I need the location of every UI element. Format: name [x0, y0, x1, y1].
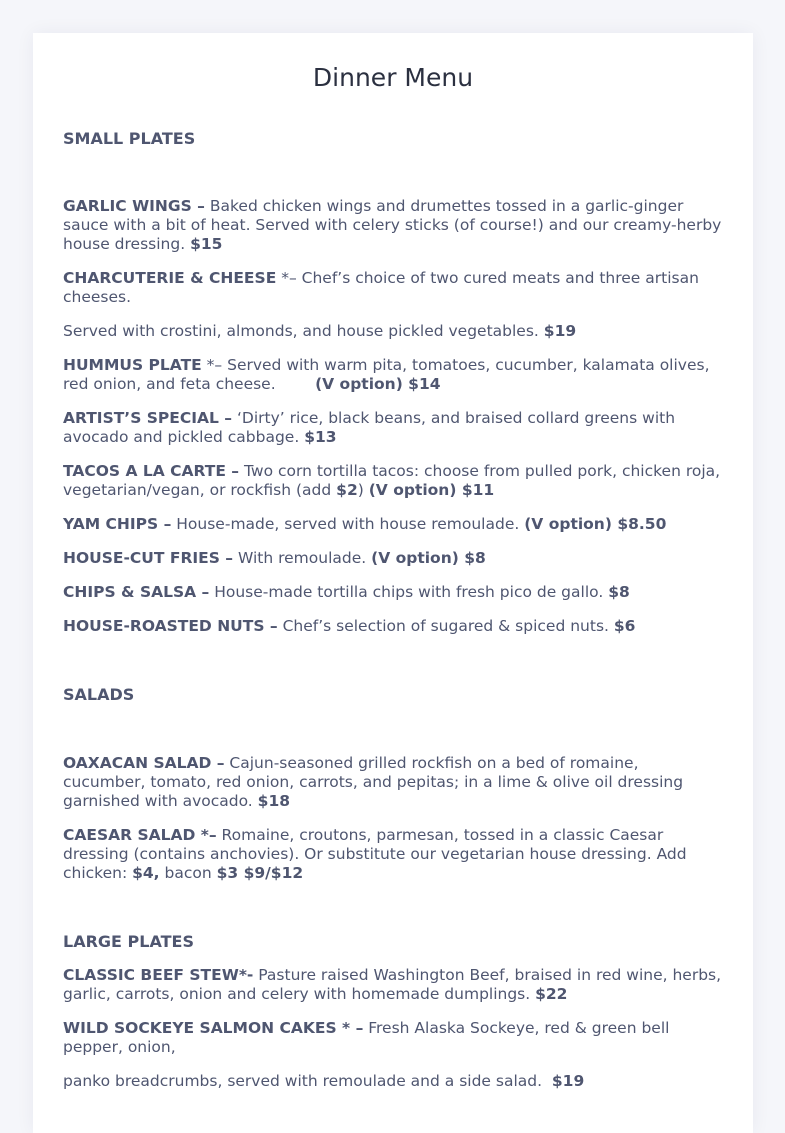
menu-item-garlic-wings: [63, 197, 723, 254]
menu-item-salmon-cakes: [63, 1019, 723, 1057]
item-price: $6: [613, 617, 636, 635]
item-description: ‘Dirty’ rice, black beans, and braised collard greens with avocado and pickled cabbage.: [63, 409, 676, 446]
item-name: CHIPS & SALSA –: [63, 583, 210, 601]
menu-item-artists-special: [63, 409, 723, 447]
menu-item-house-roasted-nuts: [63, 617, 723, 636]
item-price: (V option) $11: [368, 481, 495, 499]
item-description: Baked chicken wings and drumettes tossed in a garlic-ginger sauce with a bit of heat. Served with celery sticks (of course!) and our creamy-herby house dressing.: [63, 197, 722, 253]
item-price: $8: [608, 583, 630, 601]
item-description: Served with crostini, almonds, and house pickled vegetables.: [63, 322, 544, 340]
item-price: $13: [304, 428, 337, 446]
page-title: Dinner Menu: [312, 63, 474, 92]
item-name: YAM CHIPS –: [63, 515, 172, 533]
item-price: (V option) $8.50: [524, 515, 667, 533]
item-price: $18: [257, 792, 291, 810]
item-description: House-made, served with house remoulade.: [171, 515, 525, 533]
item-description: *– Served with warm pita, tomatoes, cucumber, kalamata olives, red onion, and feta cheese.: [63, 356, 715, 393]
section-title-large-plates: LARGE PLATES: [63, 932, 194, 951]
item-description: Two corn tortilla tacos: choose from pulled pork, chicken roja, vegetarian/vegan, or rockfish (add: [63, 462, 721, 499]
item-description: *– Chef’s choice of two cured meats and three artisan cheeses.: [63, 269, 699, 306]
item-description: Chef’s selection of sugared & spiced nuts.: [277, 617, 614, 635]
item-description: House-made tortilla chips with fresh pico de gallo.: [209, 583, 609, 601]
menu-item-oaxacan-salad: [63, 754, 723, 811]
menu-card: [33, 33, 753, 1133]
item-name: WILD SOCKEYE SALMON CAKES * –: [63, 1019, 364, 1037]
item-description: With remoulade.: [233, 549, 372, 567]
item-name: HUMMUS PLATE: [63, 356, 202, 374]
item-price: $3 $9/$12: [216, 864, 304, 882]
item-description: Cajun-seasoned grilled rockfish on a bed of romaine, cucumber, tomato, red onion, carrots, and pepitas; in a lime & olive oil dressing garnished with avocado.: [63, 754, 684, 810]
menu-item-classic-beef-stew: [63, 966, 723, 1004]
menu-item-charcuterie: [63, 269, 723, 307]
menu-item-house-cut-fries: [63, 549, 723, 568]
item-addon-price: $2: [336, 481, 358, 499]
item-name: GARLIC WINGS –: [63, 197, 205, 215]
item-name: ARTIST’S SPECIAL –: [63, 409, 233, 427]
item-description: Fresh Alaska Sockeye, red & green bell pepper, onion,: [63, 1019, 670, 1056]
item-description: panko breadcrumbs, served with remoulade and a side salad.: [63, 1072, 552, 1090]
menu-item-charcuterie-cont: [63, 322, 723, 341]
item-name: CAESAR SALAD *–: [63, 826, 217, 844]
item-name: HOUSE-CUT FRIES –: [63, 549, 234, 567]
menu-item-tacos: [63, 462, 723, 500]
menu-item-yam-chips: [63, 515, 723, 534]
item-name: CHARCUTERIE & CHEESE: [63, 269, 277, 287]
item-name: CLASSIC BEEF STEW*-: [63, 966, 254, 984]
item-name: HOUSE-ROASTED NUTS –: [63, 617, 278, 635]
item-description-end: ): [357, 481, 369, 499]
item-name: TACOS A LA CARTE –: [63, 462, 240, 480]
section-title-small-plates: SMALL PLATES: [63, 129, 196, 148]
menu-item-hummus: [63, 356, 723, 394]
item-price: $22: [535, 985, 568, 1003]
section-title-salads: SALADS: [63, 685, 135, 704]
item-price: $19: [551, 1072, 585, 1090]
item-price: (V option) $14: [315, 375, 441, 393]
menu-item-salmon-cakes-cont: [63, 1072, 723, 1091]
menu-item-caesar-salad: [63, 826, 723, 883]
item-price: $19: [543, 322, 577, 340]
item-description-bacon: bacon: [159, 864, 217, 882]
item-price: $15: [190, 235, 223, 253]
item-description: Romaine, croutons, parmesan, tossed in a classic Caesar dressing (contains anchovies). Or substitute our vegetarian house dressing. Add chicken:: [63, 826, 687, 882]
item-description: Pasture raised Washington Beef, braised in red wine, herbs, garlic, carrots, onion and celery with homemade dumplings.: [63, 966, 722, 1003]
item-price: (V option) $8: [371, 549, 486, 567]
item-name: OAXACAN SALAD –: [63, 754, 225, 772]
item-addon-price: $4,: [132, 864, 160, 882]
menu-item-chips-salsa: [63, 583, 723, 602]
